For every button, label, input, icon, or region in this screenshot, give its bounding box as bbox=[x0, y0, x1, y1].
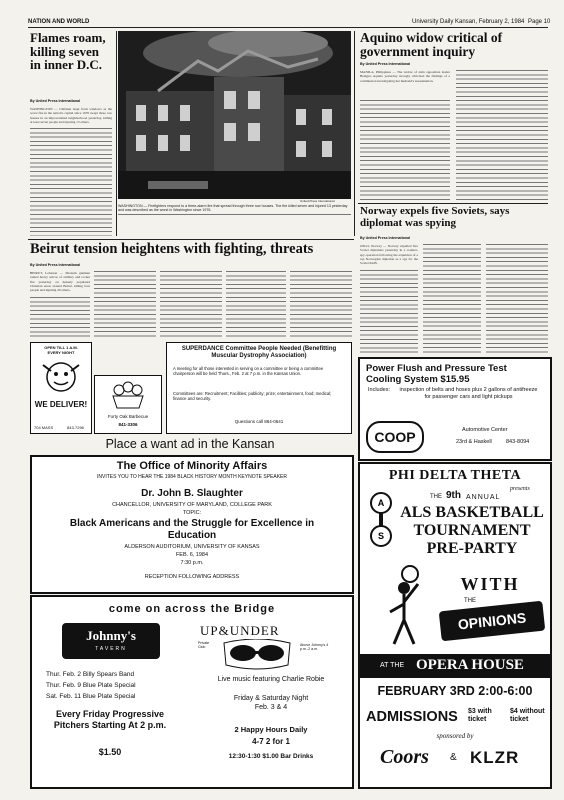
bridge-friday: Every Friday Progressive Pitchers Starting At 2 p.m. bbox=[53, 709, 167, 730]
norway-body-text bbox=[360, 270, 418, 353]
minority-office: The Office of Minority Affairs bbox=[116, 460, 268, 472]
bridge-special-1: Thur. Feb. 2 Billy Spears Band bbox=[46, 671, 135, 678]
upunder-happy-times: 4-7 2 for 1 bbox=[252, 737, 290, 746]
beirut-body-text bbox=[290, 271, 352, 339]
coop-phone: 843-8094 bbox=[506, 439, 530, 445]
beirut-lead: BEIRUT, Lebanon — Moslem gunmen rained heavy salvos of artillery and rocket fire yesterday on densely populated Christian areas around Beirut, killing four people and injuring 20 others. bbox=[30, 271, 90, 293]
upunder-happy: 2 Happy Hours Daily bbox=[234, 725, 308, 734]
beirut-body-text bbox=[160, 271, 222, 339]
pdt-ninth: 9th bbox=[446, 490, 461, 501]
als-logo-icon bbox=[368, 492, 394, 548]
pdt-sponsored: sponsored by bbox=[436, 732, 474, 740]
pdt-venue-bar bbox=[360, 654, 550, 678]
coop-includes: inspection of belts and hoses plus 2 gallons of antifreeze for passenger cars and light pickups bbox=[399, 387, 538, 400]
florist-name: Forty Oak Barbecue bbox=[107, 414, 149, 419]
photo-caption-cont bbox=[118, 214, 351, 218]
pizza-phone: 843-7296 bbox=[67, 425, 84, 430]
upunder-music-days: Friday & Saturday Night bbox=[233, 695, 309, 702]
pdt-at-the: AT THE bbox=[380, 662, 405, 669]
beirut-byline: By United Press International bbox=[30, 263, 81, 267]
fire-photo-image bbox=[118, 31, 351, 199]
coop-includes-label: Includes: bbox=[368, 387, 391, 393]
pdt-event-1: ALS BASKETBALL bbox=[400, 504, 544, 521]
norway-body-text bbox=[423, 244, 481, 353]
classified-banner: Place a want ad in the Kansan bbox=[105, 437, 275, 451]
upunder-tag: Private Club bbox=[198, 641, 210, 650]
ad-florist bbox=[94, 375, 162, 434]
upunder-music-dates: Feb. 3 & 4 bbox=[254, 704, 288, 711]
superdance-committees: Committees are: Recruitment; Facilities; publicity; prize; entertainment, food; medical; finance and security. bbox=[173, 391, 332, 402]
pdt-annual: ANNUAL bbox=[466, 494, 501, 501]
pdt-amp: & bbox=[450, 752, 457, 763]
minority-topic-label: TOPIC: bbox=[182, 510, 202, 516]
fire-body-text bbox=[30, 128, 112, 236]
upunder-note: Above Johnny's 4 p.m.-2 a.m. bbox=[300, 643, 329, 652]
minority-reception: RECEPTION FOLLOWING ADDRESS bbox=[144, 574, 240, 580]
header-rule bbox=[28, 27, 548, 28]
pdt-fraternity: PHI DELTA THETA bbox=[388, 468, 522, 483]
superdance-questions: Questions call 864-0641 bbox=[234, 419, 284, 424]
bridge-special-3: Sat. Feb. 11 Blue Plate Special bbox=[46, 693, 136, 700]
flower-basket-icon bbox=[107, 380, 149, 410]
pizza-hours: OPEN TILL 1 A.M. bbox=[44, 345, 78, 350]
bridge-specials bbox=[46, 669, 136, 702]
pdt-venue: OPERA HOUSE bbox=[416, 657, 524, 673]
beirut-body-text bbox=[30, 297, 90, 339]
pdt-with-ticket: $3 with ticket bbox=[468, 708, 492, 723]
minority-date: FEB. 6, 1984 bbox=[175, 552, 209, 558]
minority-topic: Black Americans and the Struggle for Excellence in Education bbox=[69, 518, 315, 541]
pdt-without-ticket: $4 without ticket bbox=[510, 708, 545, 723]
coop-logo: COOP bbox=[366, 421, 424, 453]
upunder-music: Live music featuring Charlie Robie bbox=[217, 676, 325, 683]
ad-coop bbox=[358, 357, 552, 461]
svg-text:A: A bbox=[377, 498, 385, 508]
ad-pizza bbox=[30, 342, 92, 434]
superdance-title: SUPERDANCE Committee People Needed (Benefitting Muscular Dystrophy Association) bbox=[181, 346, 337, 359]
fire-headline: Flames roam, killing seven in inner D.C. bbox=[30, 30, 106, 73]
pdt-admissions: ADMISSIONS bbox=[366, 709, 458, 725]
beirut-body-text bbox=[226, 271, 286, 339]
fire-photo bbox=[118, 31, 351, 199]
sunglasses-face-icon bbox=[218, 639, 296, 671]
aquino-lead: MANILA, Philippines — The widow of slain opposition leader Benigno Aquino yesterday strongly criticized the findings of a commission investigating her husband's assassination. bbox=[360, 70, 450, 83]
minority-invite: INVITES YOU TO HEAR THE 1984 BLACK HISTORY MONTH KEYNOTE SPEAKER bbox=[97, 474, 287, 480]
pdt-the: THE bbox=[430, 494, 442, 500]
ad-superdance bbox=[166, 342, 352, 434]
pdt-date-time: FEBRUARY 3RD 2:00-6:00 bbox=[377, 684, 533, 698]
beirut-body-text bbox=[94, 271, 156, 339]
aquino-byline: By United Press International bbox=[360, 62, 411, 66]
bridge-special-2: Thur. Feb. 9 Blue Plate Special bbox=[46, 682, 136, 689]
coop-title: Power Flush and Pressure Test Cooling System $15.95 bbox=[366, 363, 507, 385]
minority-venue: ALDERSON AUDITORIUM, UNIVERSITY OF KANSAS bbox=[124, 544, 260, 550]
ad-bridge bbox=[30, 595, 354, 789]
aquino-body-text bbox=[360, 100, 450, 200]
johnnys-logo bbox=[62, 623, 160, 659]
svg-text:S: S bbox=[377, 531, 385, 541]
basketball-player-icon bbox=[374, 564, 434, 648]
pizza-mascot-icon bbox=[37, 359, 85, 395]
norway-byline: By United Press International bbox=[360, 236, 411, 240]
col-rule bbox=[116, 31, 117, 236]
johnnys-sub: TAVERN bbox=[95, 646, 127, 652]
section-label: NATION AND WORLD bbox=[28, 19, 90, 25]
upunder-logo: UP&UNDER bbox=[200, 623, 280, 638]
pdt-sponsor-klzr: KLZR bbox=[470, 748, 520, 767]
photo-credit: United Press International bbox=[300, 199, 335, 203]
photo-caption: WASHINGTON — Firefighters respond to a three-alarm fire that spread through three row houses. The fire killed seven and injured 13 yesterday and was described as the worst in Washington since 1976. bbox=[118, 204, 348, 213]
norway-headline: Norway expels five Soviets, says diplomat was spying bbox=[360, 205, 510, 229]
florist-phone: 841-3306 bbox=[118, 422, 138, 427]
story-rule bbox=[358, 203, 548, 204]
pizza-slogan: WE DELIVER! bbox=[34, 400, 88, 409]
ad-minority-affairs bbox=[30, 455, 354, 594]
story-rule bbox=[28, 239, 354, 240]
norway-lead: OSLO, Norway — Norway expelled five Soviet diplomats yesterday in a counter-spy operation following the expulsion of a top Norwegian diplomat as a spy for the Soviet KGB. bbox=[360, 244, 418, 266]
bridge-price: $1.50 bbox=[98, 747, 122, 757]
pizza-hours-2: EVERY NIGHT bbox=[47, 350, 75, 355]
upunder-bar-drinks: 12:30-1:30 $1.00 Bar Drinks bbox=[228, 753, 314, 760]
pdt-the-band: THE bbox=[464, 598, 476, 604]
beirut-headline: Beirut tension heightens with fighting, threats bbox=[30, 241, 314, 257]
fire-byline: By United Press International bbox=[30, 99, 81, 103]
pdt-band: OPINIONS bbox=[439, 601, 546, 642]
page-number: Page 10 bbox=[528, 19, 551, 25]
norway-body-text bbox=[486, 244, 548, 353]
pdt-event-2: TOURNAMENT bbox=[413, 522, 531, 539]
pdt-presents: presents bbox=[510, 486, 530, 492]
superdance-body: A meeting for all those interested in serving on a committee or being a committee chairperson will be held Thurs., Feb. 2 at 7 p.m. in the Kansas Union. bbox=[173, 366, 324, 377]
bridge-arc-text: come on across the Bridge bbox=[108, 603, 276, 615]
aquino-body-text bbox=[456, 70, 548, 200]
coop-address: 23rd & Haskell bbox=[456, 439, 492, 445]
dateline: University Daily Kansan, February 2, 1984 bbox=[412, 19, 525, 25]
ad-phi-delta-theta bbox=[358, 462, 552, 789]
pdt-with: WITH bbox=[460, 574, 520, 594]
minority-speaker-title: CHANCELLOR, UNIVERSITY OF MARYLAND, COLLEGE PARK bbox=[112, 502, 272, 508]
fire-lead: WASHINGTON — Children leapt from windows as the worst fire in the nation's capital since 1976 swept three row houses in an impoverished neighborhood yesterday, killing at least seven people and injuring 13 others. bbox=[30, 107, 112, 124]
aquino-headline: Aquino widow critical of government inquiry bbox=[360, 30, 503, 60]
minority-speaker: Dr. John B. Slaughter bbox=[141, 488, 243, 499]
coop-business: Automotive Center bbox=[462, 427, 508, 433]
johnnys-name: Johnny's bbox=[86, 628, 136, 643]
pdt-sponsor-coors: Coors bbox=[380, 746, 429, 768]
minority-time: 7:30 p.m. bbox=[180, 560, 204, 566]
col-rule bbox=[354, 31, 355, 236]
pdt-event-3: PRE-PARTY bbox=[426, 540, 518, 557]
pizza-address: 704 MASS bbox=[34, 425, 54, 430]
